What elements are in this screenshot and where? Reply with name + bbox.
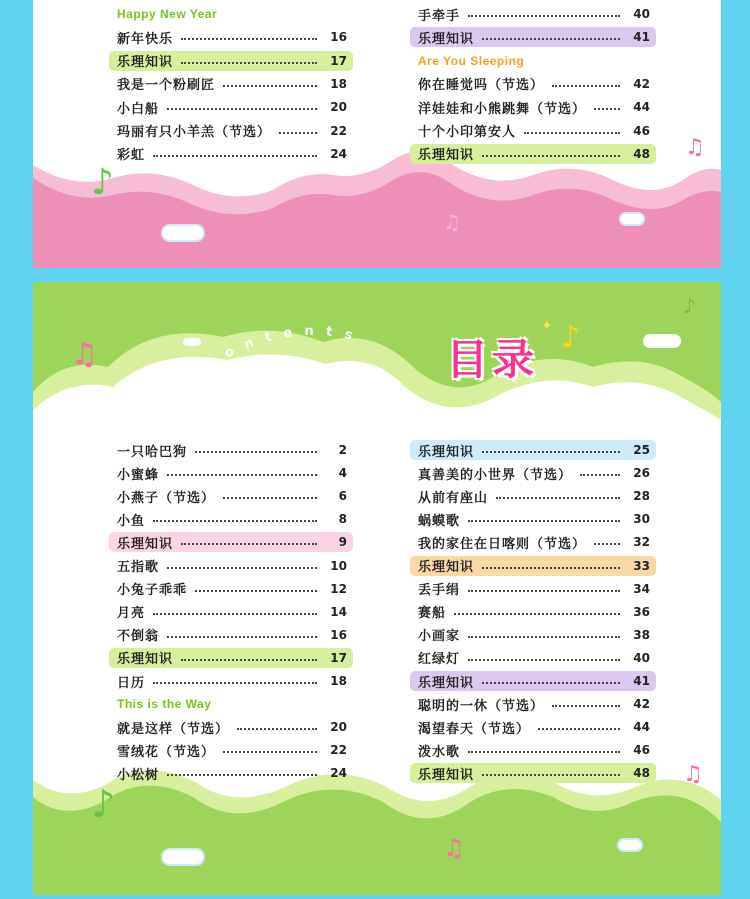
toc-entry-title: 小兔子乖乖 — [117, 583, 188, 599]
dot-leader — [223, 85, 317, 87]
toc-entry[interactable] — [418, 602, 650, 622]
toc-entry-page-number: 48 — [633, 766, 650, 781]
toc-entry-music-theory[interactable] — [109, 648, 353, 668]
cloud-icon — [643, 334, 681, 348]
toc-entry-page-number: 18 — [330, 76, 347, 91]
dot-leader — [167, 474, 317, 476]
toc-entry-page-number: 41 — [633, 30, 650, 45]
toc-entry-page-number: 2 — [338, 443, 347, 457]
top-toc-panel — [33, 0, 721, 268]
toc-entry[interactable] — [117, 440, 347, 460]
toc-entry-music-theory[interactable] — [410, 763, 656, 783]
toc-entry-title: 泼水歌 — [418, 744, 461, 760]
music-note-icon: ♫ — [443, 210, 461, 234]
toc-entry-page-number: 12 — [330, 581, 347, 596]
dot-leader — [454, 613, 620, 615]
cloud-icon — [163, 226, 203, 240]
toc-entry-title: 我的家住在日喀则（节选） — [418, 536, 587, 552]
toc-entry-page-number: 6 — [338, 489, 347, 504]
toc-entry-page-number: 9 — [338, 535, 347, 550]
toc-entry-page-number: 20 — [330, 720, 347, 735]
svg-text:contents: contents — [204, 323, 366, 372]
dot-leader — [153, 613, 317, 615]
toc-entry-page-number: 40 — [633, 650, 650, 665]
toc-entry-title: 乐理知识 — [418, 767, 475, 783]
dot-leader — [482, 38, 620, 40]
toc-entry-title: 乐理知识 — [117, 55, 174, 71]
toc-entry-page-number: 20 — [330, 100, 347, 115]
toc-entry-page-number: 16 — [330, 627, 347, 642]
bottom-toc-panel — [33, 282, 721, 895]
toc-entry-page-number: 30 — [633, 512, 650, 527]
toc-entry-title: 小燕子（节选） — [117, 490, 216, 506]
sparkle-icon: ✦ — [541, 318, 553, 334]
dot-leader — [594, 108, 620, 110]
toc-entry[interactable] — [117, 671, 347, 691]
toc-entry-page-number: 41 — [633, 674, 650, 688]
section-heading: Happy New Year — [117, 7, 218, 21]
dot-leader — [538, 728, 620, 730]
toc-entry[interactable] — [418, 121, 650, 141]
toc-entry-page-number: 4 — [338, 466, 347, 481]
toc-entry-music-theory[interactable] — [109, 51, 353, 71]
toc-entry-title: 真善美的小世界（节选） — [418, 467, 573, 483]
toc-entry-music-theory[interactable] — [410, 440, 656, 460]
toc-entry[interactable] — [418, 4, 650, 24]
dot-leader — [524, 132, 620, 134]
music-note-icon: ♪ — [683, 294, 696, 318]
toc-entry-page-number: 42 — [633, 76, 650, 91]
toc-entry[interactable] — [117, 144, 347, 164]
toc-entry-page-number: 38 — [633, 627, 650, 642]
dot-leader — [580, 474, 620, 476]
dot-leader — [167, 108, 317, 110]
dot-leader — [167, 636, 317, 638]
toc-entry-page-number: 36 — [633, 604, 650, 619]
toc-entry-title: 你在睡觉吗（节选） — [418, 78, 545, 94]
toc-entry[interactable] — [418, 532, 650, 552]
toc-entry[interactable] — [418, 509, 650, 529]
dot-leader — [223, 497, 317, 499]
dot-leader — [496, 497, 620, 499]
toc-entry-music-theory[interactable] — [410, 671, 656, 691]
toc-entry[interactable] — [117, 740, 347, 760]
dot-leader — [279, 132, 317, 134]
toc-entry[interactable] — [117, 763, 347, 783]
section-heading: Are You Sleeping — [418, 53, 525, 68]
cloud-icon — [183, 338, 201, 346]
dot-leader — [468, 520, 620, 522]
toc-entry-page-number: 22 — [330, 743, 347, 758]
dot-leader — [153, 520, 317, 522]
toc-entry-title: 赛船 — [418, 606, 447, 622]
dot-leader — [552, 85, 620, 87]
dot-leader — [181, 38, 317, 40]
toc-entry[interactable] — [418, 694, 650, 714]
toc-entry[interactable] — [117, 602, 347, 622]
toc-entry-title: 蜗蟆歌 — [418, 513, 461, 529]
toc-entry[interactable] — [418, 648, 650, 668]
toc-entry-page-number: 24 — [330, 146, 347, 161]
toc-entry-title: 从前有座山 — [418, 490, 489, 506]
toc-entry-page-number: 32 — [633, 535, 650, 550]
toc-entry-page-number: 46 — [633, 123, 650, 138]
toc-entry[interactable] — [117, 27, 347, 47]
toc-entry-music-theory[interactable] — [410, 27, 656, 47]
toc-entry-title: 玛丽有只小羊羔（节选） — [117, 125, 272, 140]
dot-leader — [482, 155, 620, 157]
dot-leader — [167, 774, 317, 776]
toc-entry-page-number: 16 — [330, 30, 347, 45]
toc-entry-page-number: 28 — [633, 489, 650, 504]
toc-entry-page-number: 26 — [633, 466, 650, 481]
dot-leader — [195, 451, 317, 453]
toc-entry-title: 小蜜蜂 — [117, 467, 160, 483]
toc-entry-title: 乐理知识 — [418, 675, 475, 691]
dot-leader — [181, 659, 317, 661]
toc-entry-title: 我是一个粉刷匠 — [117, 78, 216, 94]
toc-entry-title: 乐理知识 — [117, 652, 174, 668]
toc-entry-title: 丢手绢 — [418, 583, 461, 599]
page-title: 目录 — [446, 335, 539, 384]
toc-entry[interactable] — [418, 74, 650, 94]
dot-leader — [223, 751, 317, 753]
toc-entry[interactable] — [117, 717, 347, 737]
dot-leader — [167, 567, 317, 569]
dot-leader — [468, 636, 620, 638]
dot-leader — [153, 682, 317, 684]
toc-entry[interactable] — [117, 463, 347, 483]
toc-entry-page-number: 17 — [330, 650, 347, 665]
toc-entry-page-number: 24 — [330, 766, 347, 781]
toc-entry-page-number: 34 — [633, 581, 650, 596]
toc-entry[interactable] — [117, 97, 347, 117]
toc-entry-title: 乐理知识 — [418, 148, 475, 164]
music-note-icon: ♪ — [561, 320, 581, 355]
toc-entry-page-number: 44 — [633, 100, 650, 115]
toc-entry-page-number: 17 — [330, 53, 347, 68]
toc-entry-page-number: 44 — [633, 720, 650, 735]
toc-entry[interactable] — [117, 556, 347, 576]
toc-entry-page-number: 14 — [330, 604, 347, 619]
toc-entry-page-number: 22 — [330, 123, 347, 138]
toc-entry-page-number: 18 — [330, 674, 347, 688]
toc-entry[interactable] — [418, 579, 650, 599]
toc-entry-title: 洋娃娃和小熊跳舞（节选） — [418, 101, 587, 117]
music-note-icon: ♫ — [443, 834, 465, 862]
toc-entry-title: 小松树 — [117, 767, 160, 783]
dot-leader — [482, 682, 620, 684]
music-note-icon: ♪ — [91, 782, 116, 826]
dot-leader — [195, 590, 317, 592]
toc-entry-title: 乐理知识 — [418, 31, 475, 47]
toc-entry-page-number: 40 — [633, 7, 650, 21]
dot-leader — [482, 451, 620, 453]
dot-leader — [237, 728, 317, 730]
toc-entry-page-number: 33 — [633, 558, 650, 573]
dot-leader — [468, 659, 620, 661]
dot-leader — [468, 751, 620, 753]
toc-entry-title: 手牵手 — [418, 8, 461, 24]
toc-entry-title: 小白船 — [117, 101, 160, 117]
toc-entry-title: 渴望春天（节选） — [418, 721, 531, 737]
cloud-icon — [163, 850, 203, 864]
toc-entry-title: 不倒翁 — [117, 629, 160, 645]
toc-entry-title: 彩虹 — [117, 148, 146, 164]
toc-entry[interactable] — [418, 740, 650, 760]
toc-entry[interactable] — [117, 121, 347, 141]
toc-entry-title: 乐理知识 — [418, 560, 475, 575]
dot-leader — [552, 705, 620, 707]
toc-entry-music-theory[interactable] — [410, 144, 656, 164]
toc-entry-title: 就是这样（节选） — [117, 721, 230, 737]
toc-entry-title: 一只哈巴狗 — [117, 444, 188, 460]
toc-entry-title: 五指歌 — [117, 560, 160, 575]
dot-leader — [482, 567, 620, 569]
toc-entry-page-number: 48 — [633, 146, 650, 161]
toc-entry-title: 红绿灯 — [418, 652, 461, 668]
toc-entry[interactable] — [418, 463, 650, 483]
toc-entry-title: 十个小印第安人 — [418, 125, 517, 140]
toc-entry-title: 乐理知识 — [117, 536, 174, 552]
toc-entry-music-theory[interactable] — [109, 532, 353, 552]
cloud-icon — [621, 214, 643, 224]
toc-entry-page-number: 46 — [633, 743, 650, 758]
toc-entry-title: 新年快乐 — [117, 31, 174, 47]
dot-leader — [594, 543, 620, 545]
dot-leader — [468, 590, 620, 592]
toc-entry-title: 乐理知识 — [418, 444, 475, 460]
dot-leader — [181, 543, 317, 545]
toc-entry-title: 小鱼 — [117, 513, 146, 529]
cloud-icon — [619, 840, 641, 850]
toc-entry[interactable] — [418, 717, 650, 737]
music-note-icon: ♫ — [685, 135, 705, 160]
music-note-icon: ♫ — [683, 762, 703, 787]
section-heading: This is the Way — [117, 697, 212, 712]
toc-entry[interactable] — [117, 579, 347, 599]
toc-entry[interactable] — [418, 486, 650, 506]
toc-entry-page-number: 25 — [633, 443, 650, 457]
toc-entry[interactable] — [117, 74, 347, 94]
toc-entry-page-number: 10 — [330, 558, 347, 573]
dot-leader — [468, 15, 620, 17]
toc-entry-page-number: 42 — [633, 697, 650, 712]
dot-leader — [181, 62, 317, 64]
toc-entry[interactable] — [117, 625, 347, 645]
toc-entry-music-theory[interactable] — [410, 556, 656, 576]
toc-entry-page-number: 8 — [338, 512, 347, 527]
toc-entry[interactable] — [418, 97, 650, 117]
toc-entry-title: 月亮 — [117, 606, 146, 622]
music-note-icon: ♪ — [91, 162, 114, 203]
toc-entry-title: 日历 — [117, 675, 146, 691]
contents-arc-text — [183, 300, 443, 390]
toc-entry-title: 聪明的一休（节选） — [418, 698, 545, 714]
toc-entry[interactable] — [117, 486, 347, 506]
toc-entry-title: 小画家 — [418, 629, 461, 645]
toc-entry[interactable] — [117, 509, 347, 529]
dot-leader — [153, 155, 317, 157]
music-note-icon: ♫ — [71, 337, 98, 372]
toc-entry-title: 雪绒花（节选） — [117, 744, 216, 760]
toc-entry[interactable] — [418, 625, 650, 645]
dot-leader — [482, 774, 620, 776]
